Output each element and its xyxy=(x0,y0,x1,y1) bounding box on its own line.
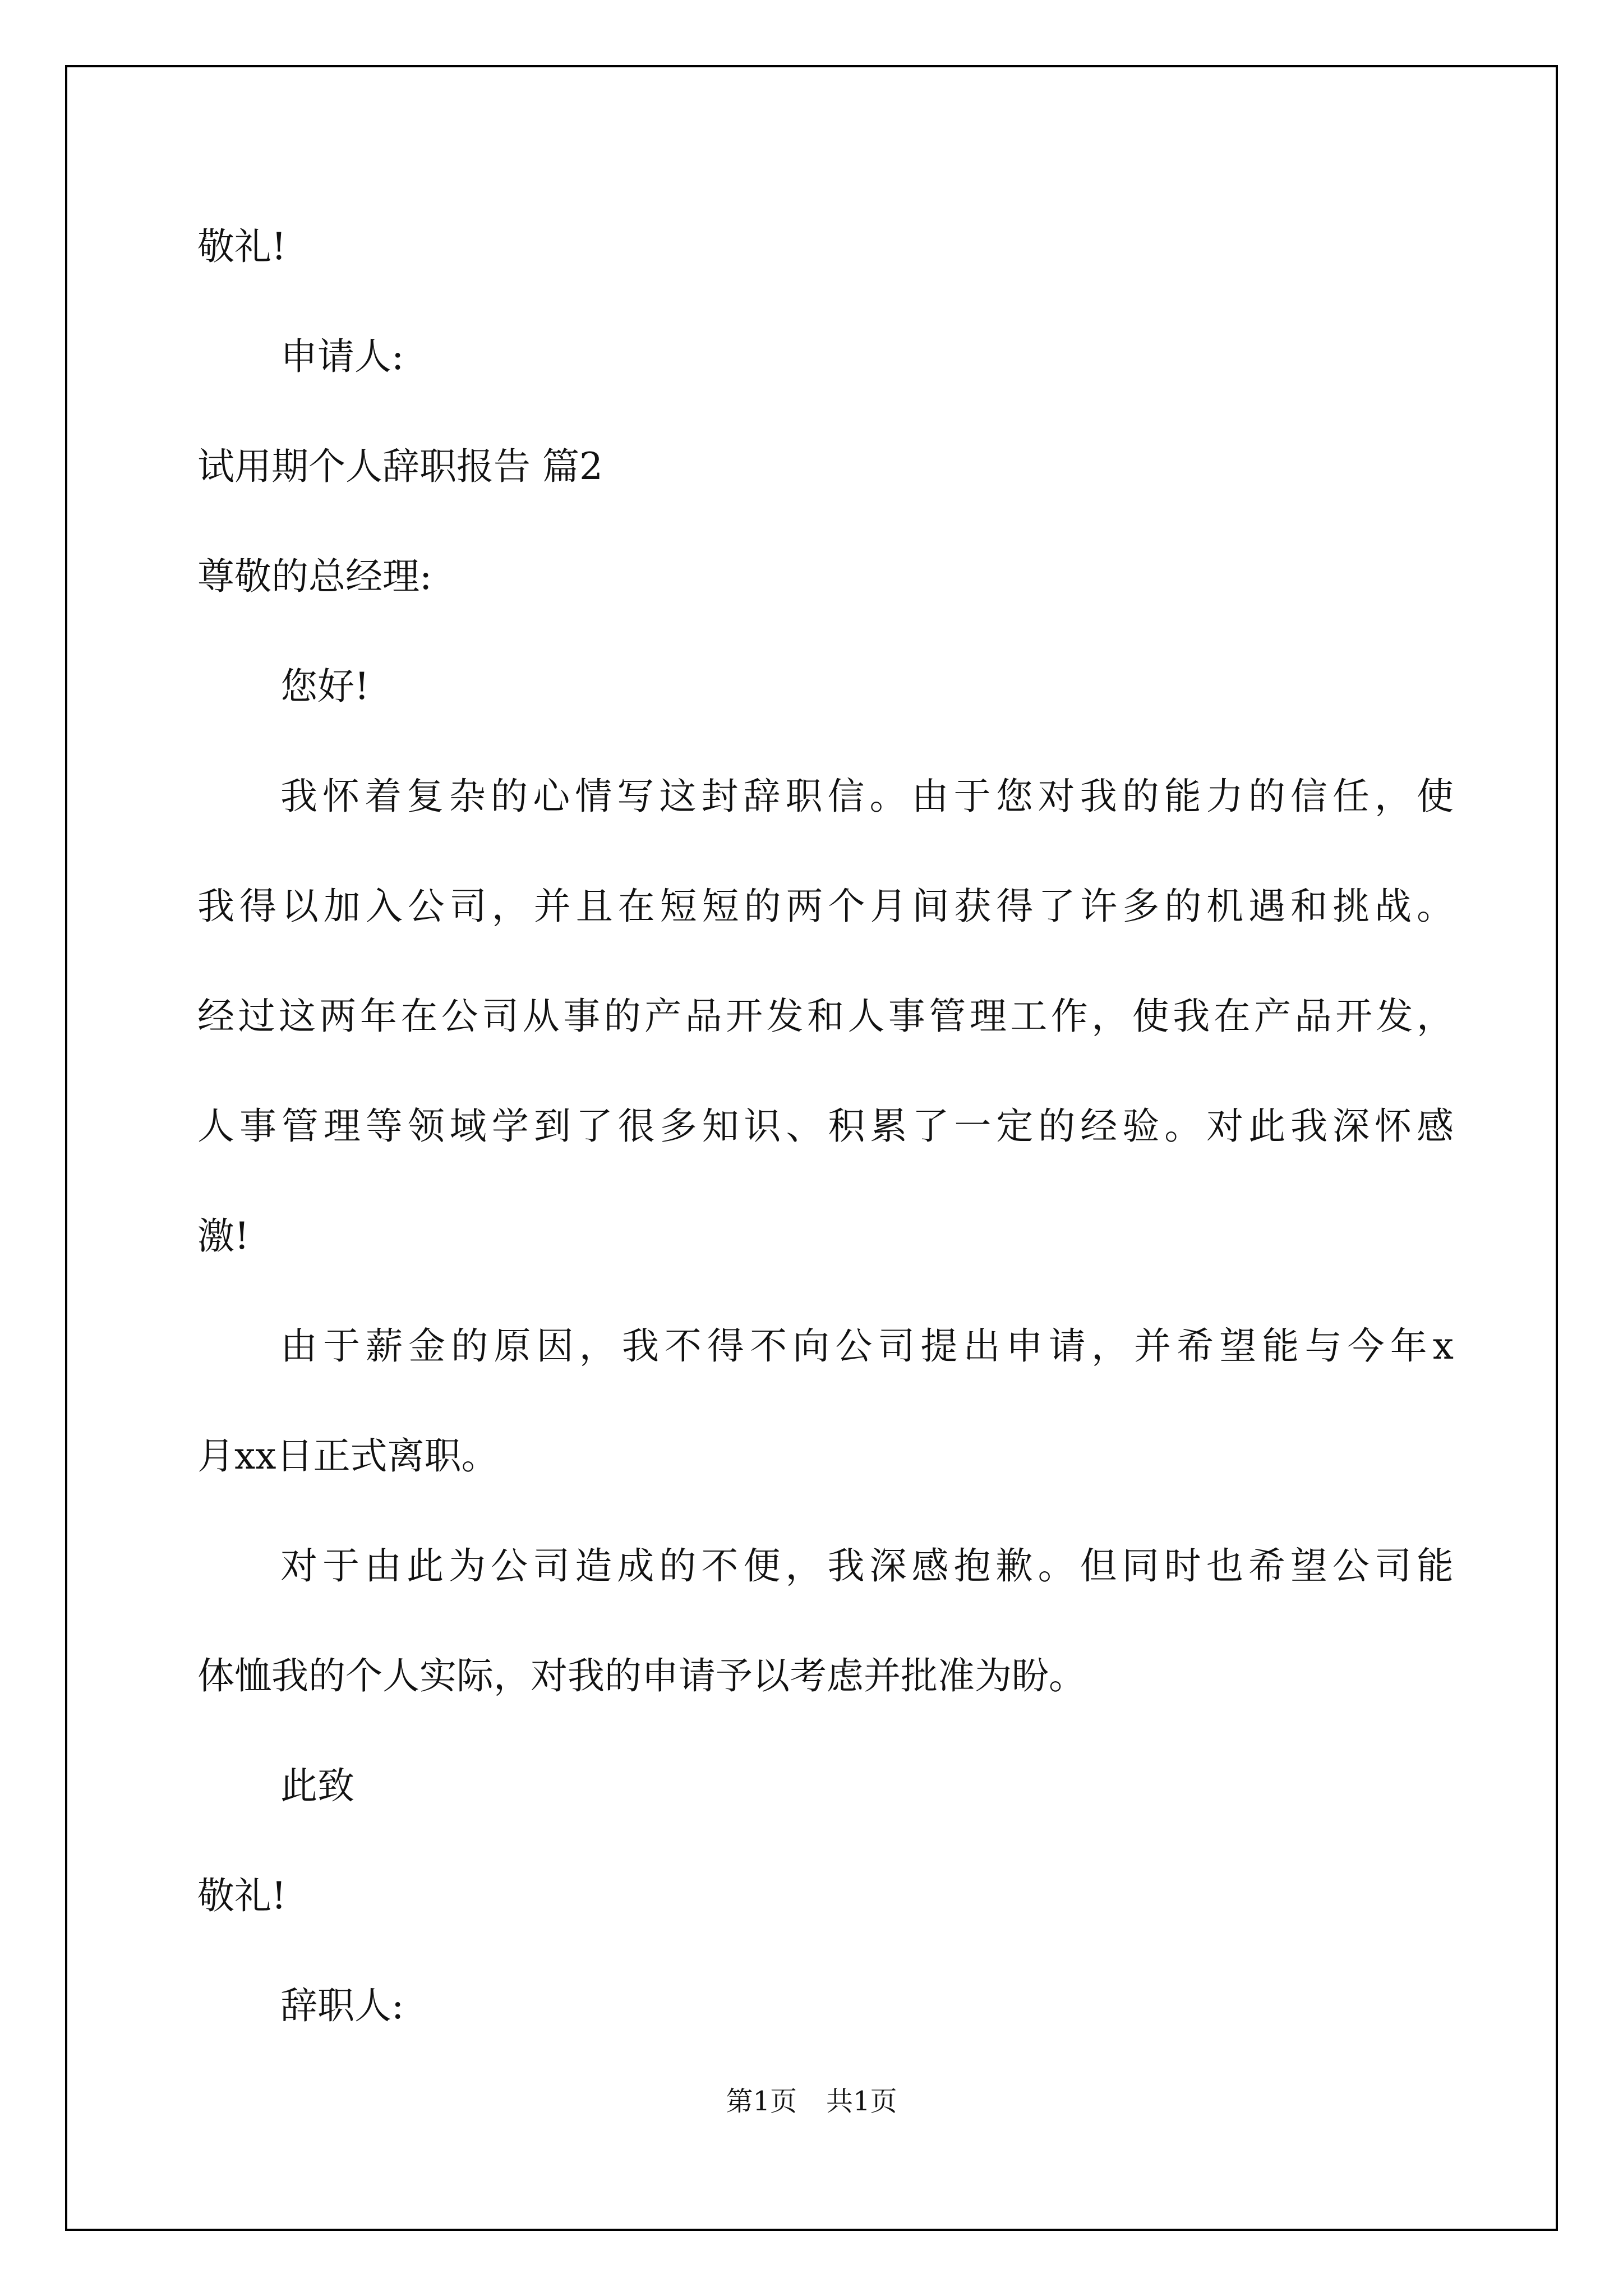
page-footer xyxy=(0,2085,1623,2118)
greeting-recipient: 尊敬的总经理: xyxy=(197,555,432,598)
page-number-total: 共1页 xyxy=(826,2086,897,2117)
paragraph-2-line-2: 月xx日正式离职。 xyxy=(197,1434,499,1478)
closing-salute-2: 敬礼! xyxy=(197,1874,287,1917)
closing-salute-1: 敬礼! xyxy=(197,225,287,268)
paragraph-1-line-1: 我怀着复杂的心情写这封辞职信。由于您对我的能力的信任，使 xyxy=(280,775,1454,818)
section-title: 试用期个人辞职报告 篇2 xyxy=(197,445,603,488)
page-number-current: 第1页 xyxy=(726,2086,797,2117)
paragraph-1-line-3: 经过这两年在公司从事的产品开发和人事管理工作，使我在产品开发， xyxy=(197,995,1454,1038)
paragraph-2-line-1: 由于薪金的原因，我不得不向公司提出申请，并希望能与今年x xyxy=(280,1324,1454,1368)
applicant-label: 申请人: xyxy=(280,335,404,378)
paragraph-1-line-5: 激! xyxy=(197,1214,250,1258)
paragraph-1-line-4: 人事管理等领域学到了很多知识、积累了一定的经验。对此我深怀感 xyxy=(197,1105,1454,1148)
closing-cizhi: 此致 xyxy=(280,1764,354,1807)
paragraph-3-line-1: 对于由此为公司造成的不便，我深感抱歉。但同时也希望公司能 xyxy=(280,1544,1454,1588)
resigner-label: 辞职人: xyxy=(280,1984,404,2027)
paragraph-3-line-2: 体恤我的个人实际，对我的申请予以考虑并批准为盼。 xyxy=(197,1654,1086,1697)
greeting-hello: 您好! xyxy=(280,665,370,708)
paragraph-1-line-2: 我得以加入公司，并且在短短的两个月间获得了许多的机遇和挑战。 xyxy=(197,885,1454,928)
